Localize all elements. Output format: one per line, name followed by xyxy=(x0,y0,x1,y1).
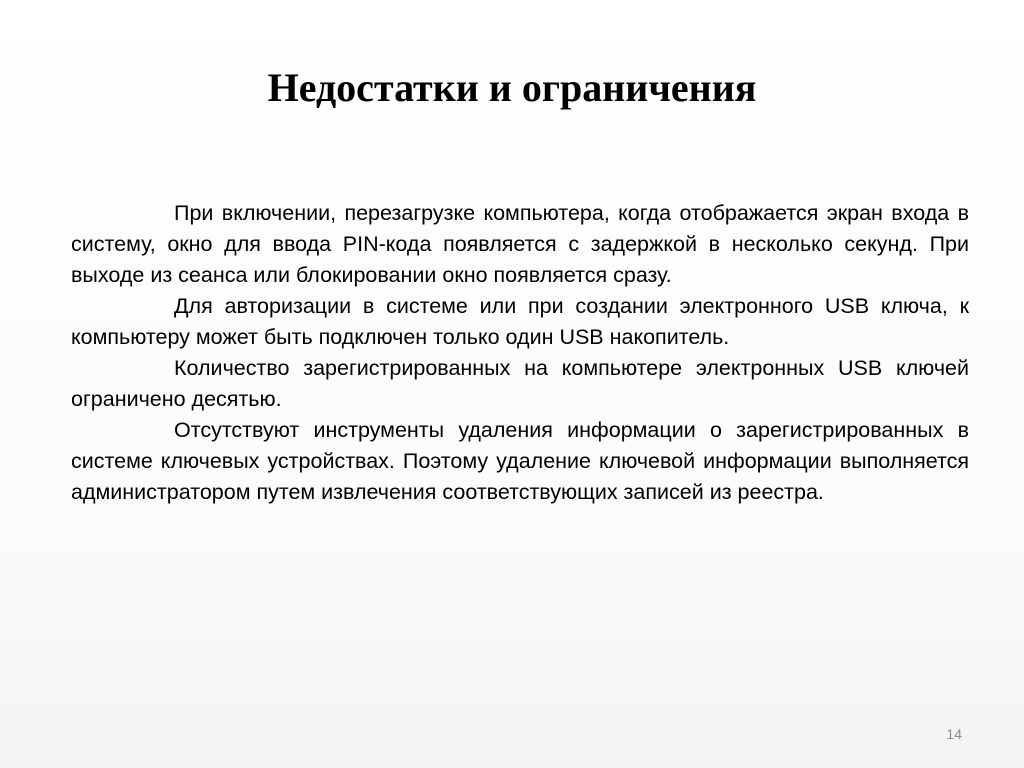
slide-body xyxy=(71,198,969,508)
paragraph-usb-single: Для авторизации в системе или при создании электронного USB ключа, к компьютеру может быть подключен только один USB накопитель. xyxy=(71,294,969,349)
paragraph-pin-delay: При включении, перезагрузке компьютера, когда отображается экран входа в систему, окно для ввода PIN-кода появляется с задержкой в несколько секунд. При выходе из сеанса или блокировании окно появляется сразу. xyxy=(71,201,969,287)
slide-title: Недостатки и ограничения xyxy=(267,65,757,110)
page-number: 14 xyxy=(946,726,962,742)
paragraph-no-removal-tools: Отсутствуют инструменты удаления информации о зарегистрированных в системе ключевых устройствах. Поэтому удаление ключевой информации выполняется администратором путем извлечения соответствующих записей из реестра. xyxy=(71,418,969,504)
paragraph-usb-limit: Количество зарегистрированных на компьютере электронных USB ключей ограничено десятью. xyxy=(71,356,969,411)
